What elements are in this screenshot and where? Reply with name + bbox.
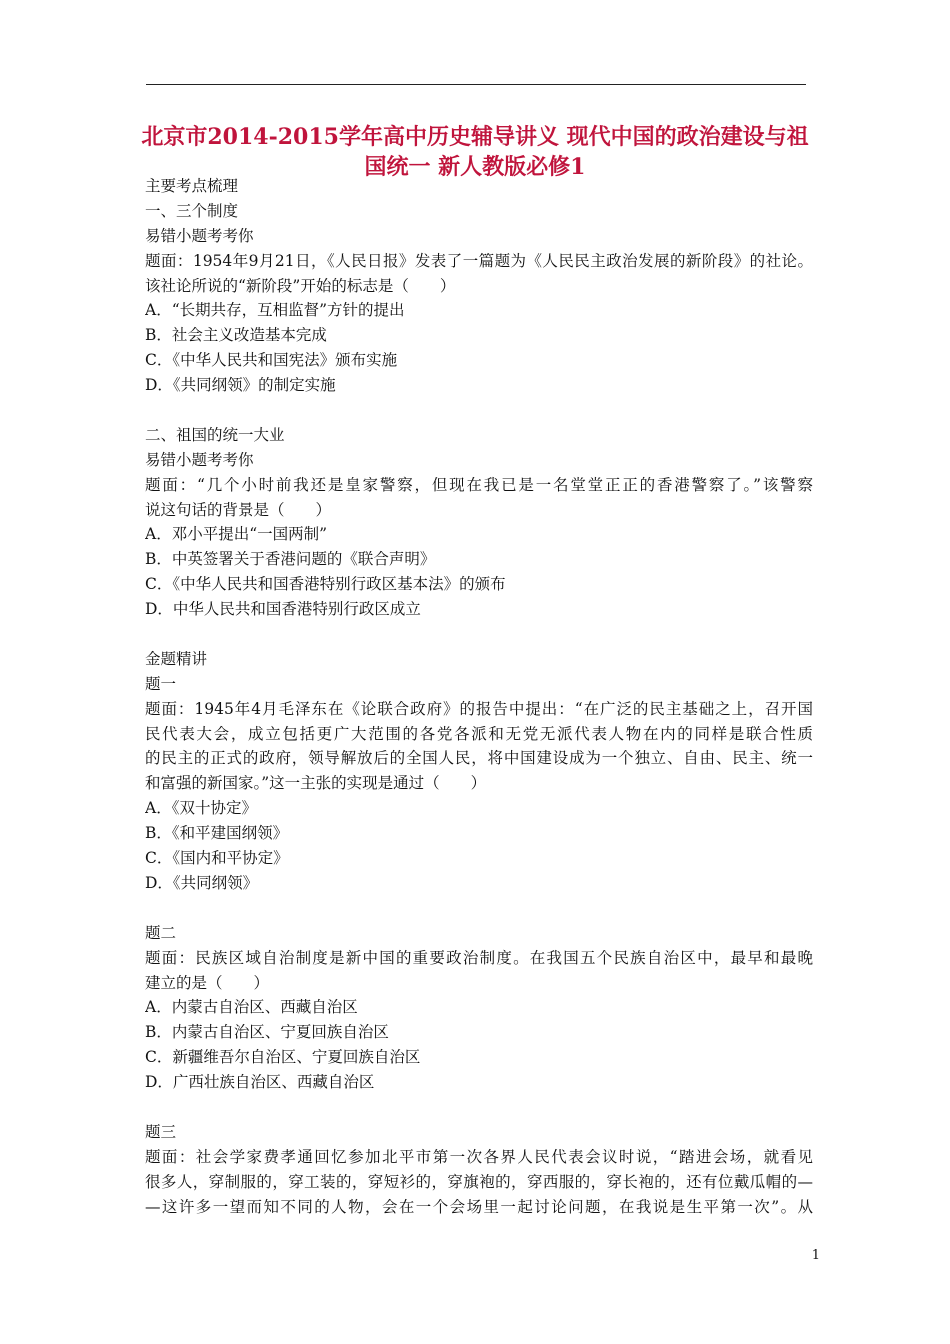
text-line: D．中华人民共和国香港特别行政区成立 [145, 600, 421, 619]
paragraph-gap [145, 1095, 813, 1120]
text-line: D．《共同纲领》 [145, 873, 259, 892]
text-line: 说这句话的背景是（ ） [145, 500, 332, 519]
text-line: 易错小题考考你 [145, 450, 254, 469]
text-line: 和富强的新国家。”这一主张的实现是通过（ ） [145, 774, 487, 793]
text-line: C．《国内和平协定》 [145, 849, 289, 868]
document-body [145, 174, 813, 1219]
document-title [130, 122, 820, 182]
text-line: D．《共同纲领》的制定实施 [145, 376, 336, 395]
paragraph-gap [145, 622, 813, 647]
text-line: 金题精讲 [145, 649, 208, 668]
text-line: B．内蒙古自治区、宁夏回族自治区 [145, 1023, 389, 1042]
text-line: B．社会主义改造基本完成 [145, 326, 327, 345]
text-line: 题面：社会学家费孝通回忆参加北平市第一次各界人民代表会议时说，“踏进会场，就看见 [145, 1147, 813, 1166]
text-line: 易错小题考考你 [145, 226, 254, 245]
text-line: 题面：1954年9月21日，《人民日报》发表了一篇题为《人民民主政治发展的新阶段》的社论。 [145, 251, 813, 270]
text-line: 题面：1945年4月毛泽东在《论联合政府》的报告中提出：“在广泛的民主基础之上，召开国 [145, 699, 813, 718]
text-line: 题面：“几个小时前我还是皇家警察，但现在我已是一名堂堂正正的香港警察了。”该警察 [145, 475, 813, 494]
text-line: 很多人，穿制服的，穿工装的，穿短衫的，穿旗袍的，穿西服的，穿长袍的，还有位戴瓜帽的— [145, 1172, 813, 1191]
text-line: 题一 [145, 674, 177, 693]
text-line: B．《和平建国纲领》 [145, 824, 289, 843]
paragraph-gap [145, 896, 813, 921]
text-line: B．中英签署关于香港问题的《联合声明》 [145, 550, 436, 569]
text-line: A．“长期共存，互相监督”方针的提出 [145, 301, 405, 320]
text-line: 题面：民族区域自治制度是新中国的重要政治制度。在我国五个民族自治区中，最早和最晚 [145, 948, 813, 967]
title-line-1: 北京市2014-2015学年高中历史辅导讲义 现代中国的政治建设与祖 [141, 124, 809, 150]
text-line: 该社论所说的“新阶段”开始的标志是（ ） [145, 276, 456, 295]
header-rule [146, 84, 806, 85]
text-line: D．广西壮族自治区、西藏自治区 [145, 1073, 375, 1092]
paragraph-gap [145, 398, 813, 423]
text-line: —这许多一望而知不同的人物，会在一个会场里一起讨论问题，在我说是生平第一次”。从 [145, 1197, 813, 1216]
title-line-2: 国统一 新人教版必修1 [364, 154, 586, 180]
text-line: 建立的是（ ） [145, 973, 270, 992]
text-line: 民代表大会，成立包括更广大范围的各党各派和无党无派代表人物在内的同样是联合性质 [145, 724, 813, 743]
text-line: A．内蒙古自治区、西藏自治区 [145, 998, 358, 1017]
text-line: C．《中华人民共和国香港特别行政区基本法》的颁布 [145, 575, 506, 594]
text-line: 一、三个制度 [145, 201, 239, 220]
text-line: 主要考点梳理 [145, 177, 239, 195]
page-number: 1 [811, 1248, 820, 1263]
text-line: 二、祖国的统一大业 [145, 425, 285, 444]
text-line: A．《双十协定》 [145, 799, 257, 818]
text-line: C．《中华人民共和国宪法》颁布实施 [145, 351, 398, 370]
text-line: A．邓小平提出“一国两制” [145, 525, 328, 544]
text-line: 题三 [145, 1122, 177, 1141]
text-line: C．新疆维吾尔自治区、宁夏回族自治区 [145, 1048, 421, 1067]
text-line: 的民主的正式的政府，领导解放后的全国人民，将中国建设成为一个独立、自由、民主、统一 [145, 749, 813, 768]
text-line: 题二 [145, 923, 177, 942]
